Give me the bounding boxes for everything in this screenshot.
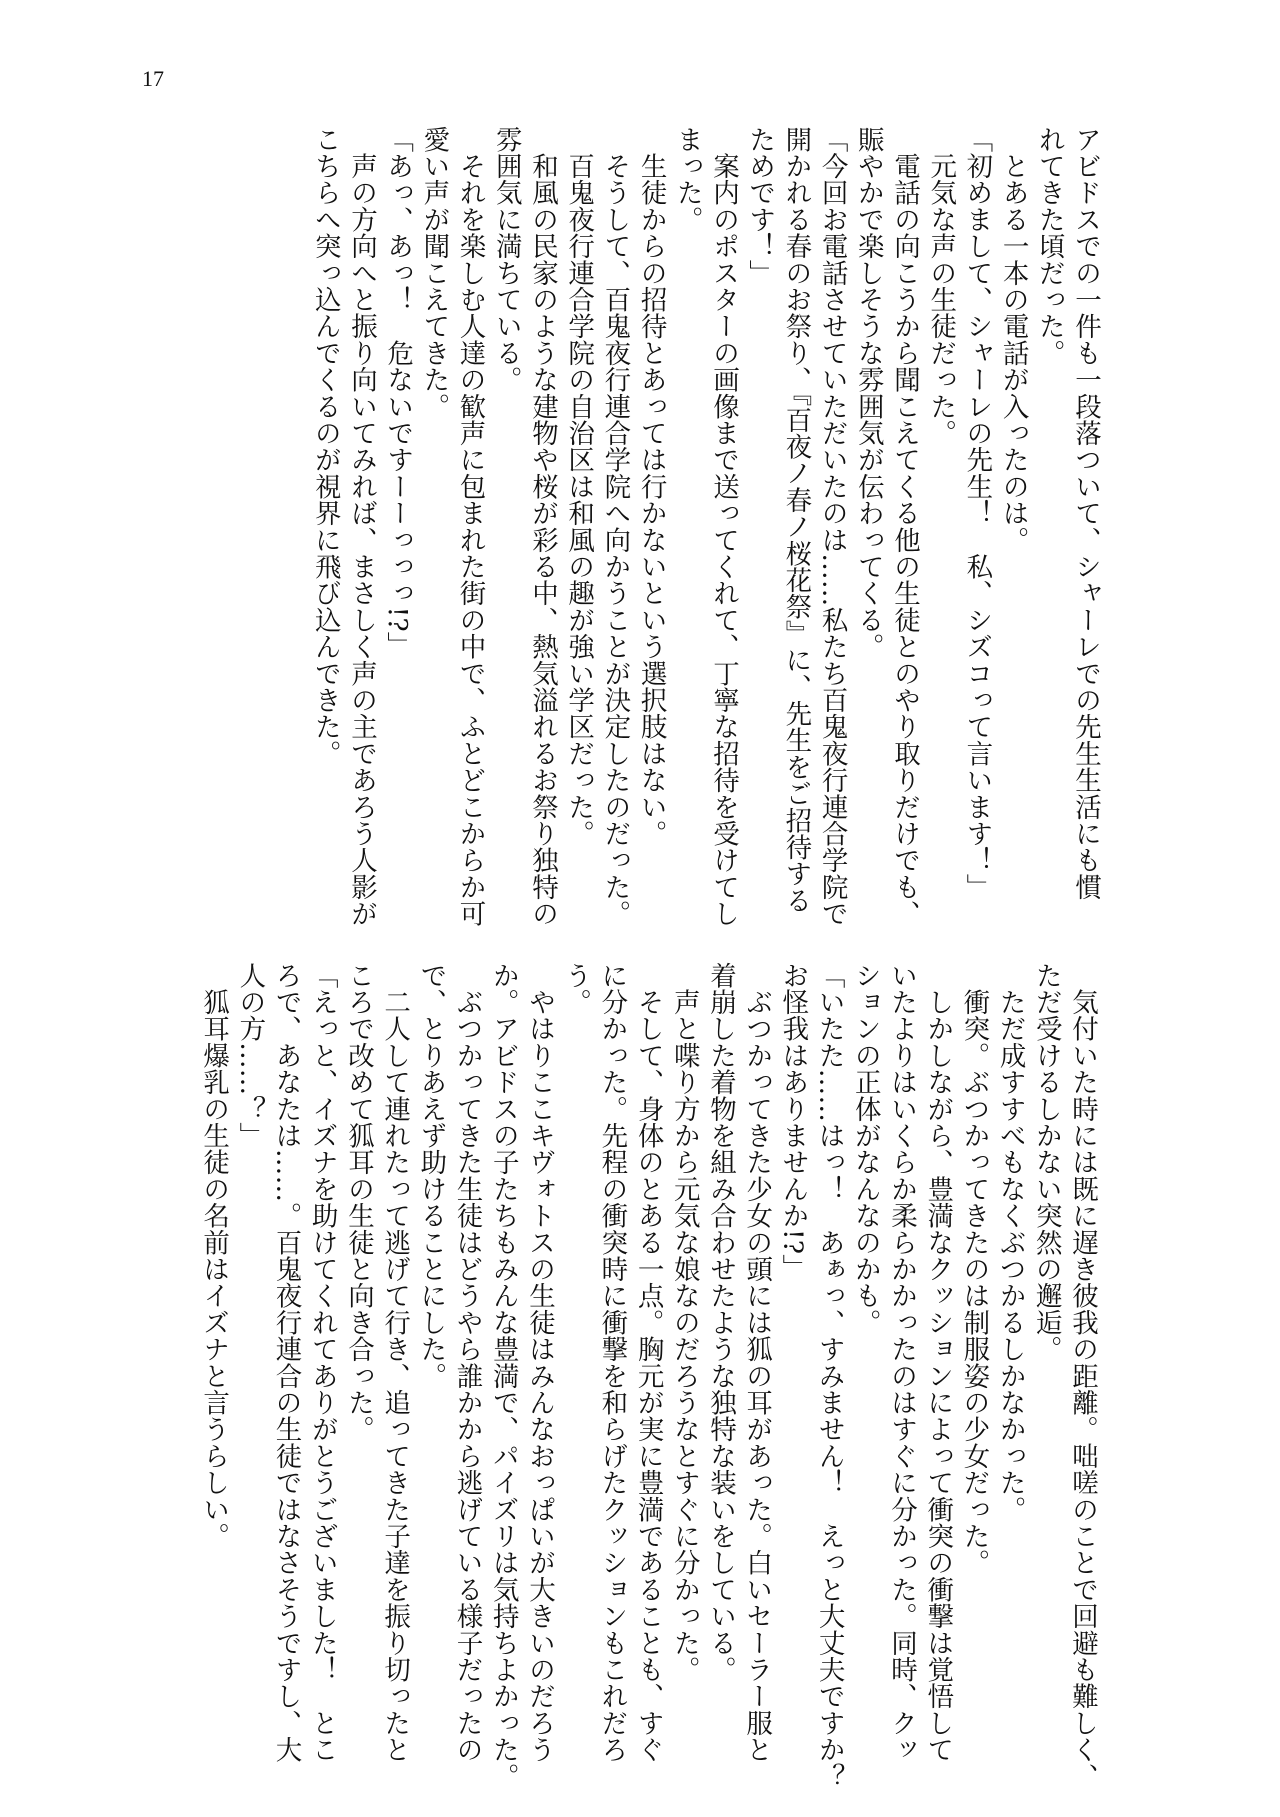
text-line: 声の方向へと振り向いてみれば、まさしく声の主であろう人影が: [345, 126, 377, 927]
text-line: 着崩した着物を組み合わせたような独特な装いをしている。: [704, 962, 736, 1683]
text-line: 電話の向こうから聞こえてくる他の生徒とのやり取りだけでも、: [888, 126, 920, 927]
text-line: 衝突。ぶつかってきたのは制服姿の少女だった。: [958, 962, 990, 1577]
text-line: とある一本の電話が入ったのは。: [997, 126, 1029, 554]
text-line: 「今回お電話させていただいたのは……私たち百鬼夜行連合学院で: [816, 126, 848, 927]
text-line: まった。: [671, 126, 703, 233]
text-line: 元気な声の生徒だった。: [925, 126, 957, 447]
text-line: 「初めまして、シャーレの先生！ 私、シズコって言います！」: [961, 126, 993, 901]
text-line: やはりここキヴォトスの生徒はみんなおっぱいが大きいのだろう: [523, 962, 555, 1763]
text-line: いたよりはいくらか柔らかかったのはすぐに分かった。同時、クッ: [885, 962, 917, 1763]
text-line: 声と喋り方から元気な娘なのだろうなとすぐに分かった。: [668, 962, 700, 1683]
page-number: 17: [142, 66, 164, 91]
text-line: 和風の民家のような建物や桜が彩る中、熱気溢れるお祭り独特の: [526, 126, 558, 928]
text-line: 愛い声が聞こえてきた。: [418, 126, 450, 420]
text-line: ションの正体がなんなのかも。: [849, 962, 881, 1336]
bottom-text-block: [100, 962, 1100, 1790]
text-line: 生徒からの招待とあっては行かないという選択肢はない。: [635, 126, 667, 847]
text-line: 開かれる春のお祭り、『百夜ノ春ノ桜花祭』に、先生をご招待する: [780, 126, 812, 914]
text-line: で、とりあえず助けることにした。: [415, 962, 447, 1390]
text-line: そうして、百鬼夜行連合学院へ向かうことが決定したのだった。: [599, 126, 631, 927]
text-line: か。アビドスの子たちもみんな豊満で、パイズリは気持ちよかった。: [487, 962, 519, 1790]
text-line: 百鬼夜行連合学院の自治区は和風の趣が強い学区だった。: [563, 126, 595, 847]
text-line: に分かった。先程の衝突時に衝撃を和らげたクッションもこれだろ: [596, 962, 628, 1763]
text-line: 気付いた時には既に遅き彼我の距離。咄嗟のことで回避も難しく、: [1067, 962, 1098, 1790]
text-line: それを楽しむ人達の歓声に包まれた街の中で、ふとどこからか可: [454, 126, 486, 927]
text-line: ためです！」: [744, 126, 776, 287]
text-line: そして、身体のとある一点。胸元が実に豊満であることも、すぐ: [632, 962, 664, 1763]
text-line: 案内のポスターの画像まで送ってくれて、丁寧な招待を受けてし: [707, 126, 739, 927]
text-line: ただ受けるしかない突然の邂逅。: [1030, 962, 1062, 1363]
text-line: 雰囲気に満ちている。: [490, 126, 522, 393]
text-line: 人の方……？」: [234, 962, 266, 1149]
text-line: ころで改めて狐耳の生徒と向き合った。: [342, 962, 374, 1443]
text-line: 「えっと、イズナを助けてくれてありがとうございました！ とこ: [306, 962, 338, 1763]
top-text-block: [103, 126, 1103, 928]
text-line: ただ成すすべもなくぶつかるしかなかった。: [994, 962, 1026, 1523]
text-line: 二人して連れたって逃げて行き、追ってきた子達を振り切ったと: [379, 962, 411, 1763]
text-line: れてきた頃だった。: [1033, 126, 1065, 367]
text-line: 「あっ、あっ！ 危ないですーーっっっ!?」: [382, 126, 414, 659]
text-line: 賑やかで楽しそうな雰囲気が伝わってくる。: [852, 126, 884, 660]
text-line: ぶつかってきた少女の頭には狐の耳があった。白いセーラー服と: [741, 962, 773, 1763]
text-line: う。: [560, 962, 592, 1016]
text-line: しかしながら、豊満なクッションによって衝突の衝撃は覚悟して: [922, 962, 954, 1763]
text-line: ぶつかってきた生徒はどうやら誰かから逃げている様子だったの: [451, 962, 483, 1763]
text-line: ろで、あなたは……。百鬼夜行連合の生徒ではなさそうですし、大: [270, 962, 302, 1763]
text-line: こちらへ突っ込んでくるのが視界に飛び込んできた。: [309, 126, 341, 767]
text-line: 「いたた……はっ！ あぁっ、すみません！ えっと大丈夫ですか？: [813, 962, 845, 1790]
text-line: 狐耳爆乳の生徒の名前はイズナと言うらしい。: [198, 962, 230, 1550]
text-line: アビドスでの一件も一段落ついて、シャーレでの先生生活にも慣: [1070, 126, 1101, 901]
text-line: お怪我はありませんか!?」: [777, 962, 809, 1281]
